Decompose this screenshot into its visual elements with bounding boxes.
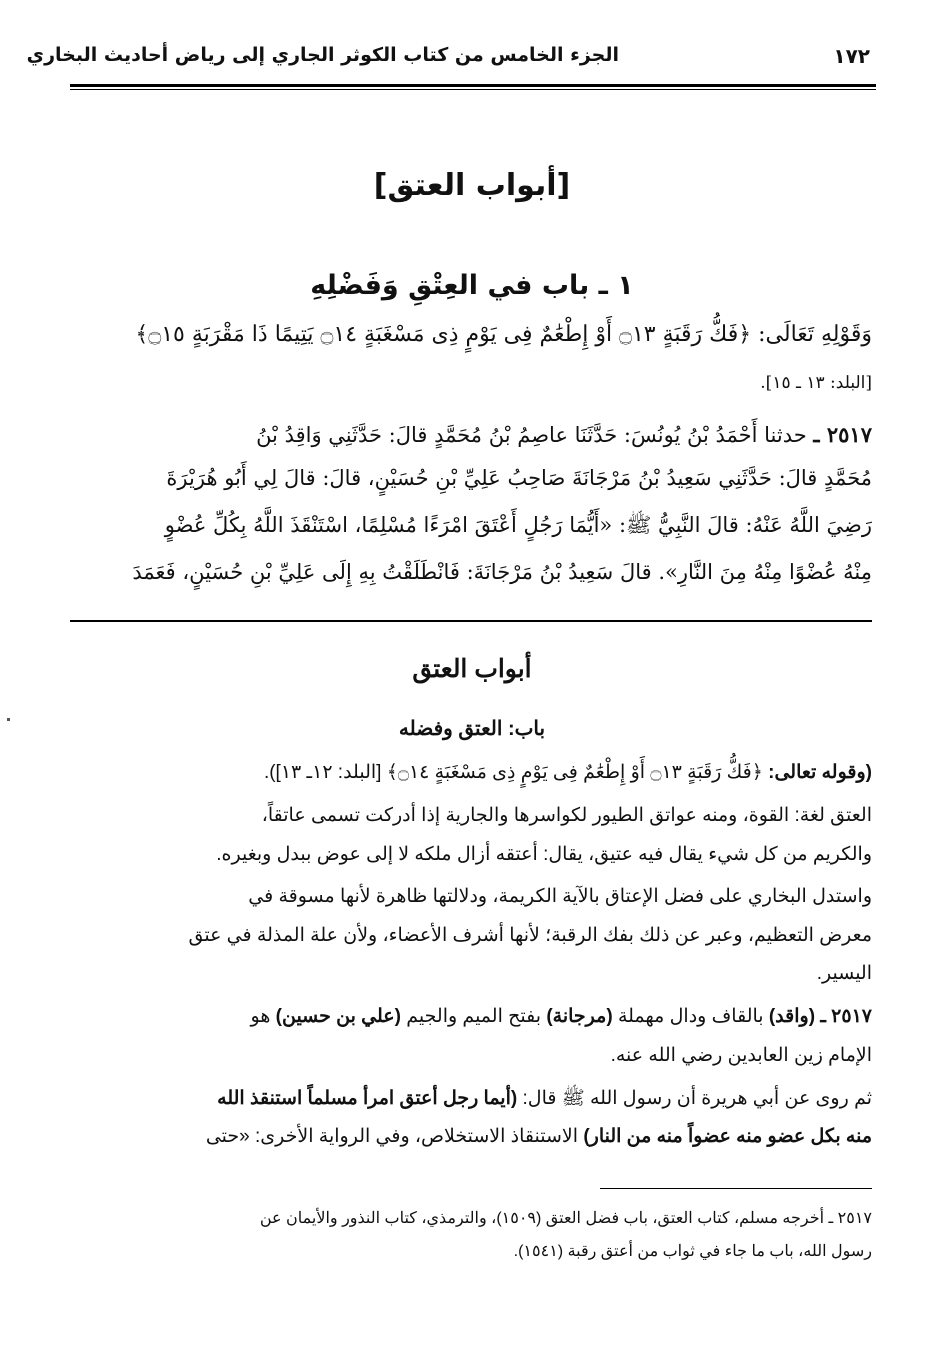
margin-speck	[7, 718, 10, 721]
hadith-number-ref: ٢٥١٧ ـ	[820, 1006, 872, 1027]
hadith-number: ٢٥١٧ ـ	[813, 422, 872, 447]
paragraph-1-line-1: العتق لغة: القوة، ومنه عواتق الطيور لكواسرها والجارية إذا أدركت تسمى عاتقاً،	[261, 805, 872, 826]
commentary-bab-title: باب: العتق وفضله	[398, 718, 546, 740]
footnote-rule	[600, 1188, 872, 1189]
paragraph-2-line-2: معرض التعظيم، وعبر عن ذلك بفك الرقبة؛ لأنها أشرف الأعضاء، ولأن علة المذلة في عتق	[188, 925, 872, 946]
text-waqid-explanation: بالقاف ودال مهملة	[617, 1006, 764, 1027]
term-marjana: (مرجانة)	[546, 1006, 613, 1027]
hadith-line-4: مِنْهُ عُضْوًا مِنْهُ مِنَ النَّارِ». قالَ سَعِيدُ بْنُ مَرْجَانَةَ: فَانْطَلَقْتُ بِهِ إِلَى عَلِيِّ بْنِ حُسَيْنٍ، فَعَمَدَ	[132, 560, 872, 584]
paragraph-4-line-1	[72, 1086, 872, 1114]
text-istinqadh: الاستنقاذ الاستخلاص، وفي الرواية الأخرى: «حتى	[205, 1126, 579, 1147]
matn-commentary-separator	[70, 620, 872, 622]
paragraph-4-line-2	[72, 1125, 872, 1148]
header-rule-thin	[70, 89, 876, 90]
commentary-title: أبواب العتق	[412, 655, 532, 683]
footnote-line-2: رسول الله، باب ما جاء في ثواب من أعتق رقبة (١٥٤١).	[513, 1243, 872, 1260]
quran-verse: وَقَوْلِهِ تَعَالَى: ﴿فَكُّ رَقَبَةٍ ۝١٣ أَوْ إِطْعَٰمٌ فِى يَوْمٍ ذِى مَسْغَبَةٍ ۝١٤ يَتِيمًا ذَا مَقْرَبَةٍ ۝١٥﴾	[135, 322, 872, 347]
hadith-line-3: رَضِيَ اللَّهُ عَنْهُ: قالَ النَّبِيُّ ﷺ: «أَيُّمَا رَجُلٍ أَعْتَقَ امْرَءًا مُسْلِمًا، اسْتَنْقَذَ اللَّهُ بِكُلِّ عُضْوٍ	[164, 513, 872, 537]
text-marjana-explanation: بفتح الميم والجيم	[406, 1006, 542, 1027]
term-ali-bin-husayn: (علي بن حسين)	[275, 1006, 401, 1027]
hadith-text: حدثنا أَحْمَدُ بْنُ يُونُسَ: حَدَّثَنَا عاصِمُ بْنُ مُحَمَّدٍ قالَ: حَدَّثَنِي وَاقِدُ بْنُ	[256, 423, 807, 447]
paragraph-2-line-3: اليسير.	[816, 963, 872, 984]
hadith-line-2: مُحَمَّدٍ قالَ: حَدَّثَنِي سَعِيدُ بْنُ مَرْجَانَةَ صَاحِبُ عَلِيِّ بْنِ حُسَيْنٍ، قالَ: قالَ لِي أَبُو هُرَيْرَةَ	[166, 466, 872, 490]
hadith-line-1	[72, 422, 872, 447]
verse-text: ﴿فَكُّ رَقَبَةٍ ۝١٣ أَوْ إِطْعَٰمٌ فِى يَوْمٍ ذِى مَسْغَبَةٍ ۝١٤﴾ [البلد: ١٢ـ ١٣]).	[263, 762, 763, 783]
paragraph-1-line-2: والكريم من كل شيء يقال فيه عتيق، يقال: أعتقه أزال ملكه لا إلى عوض ببدل وبغيره.	[216, 844, 872, 865]
section-title: [أبواب العتق]	[373, 168, 571, 203]
term-waqid: (واقد)	[768, 1006, 816, 1027]
text-narration-intro: ثم روى عن أبي هريرة أن رسول الله ﷺ قال:	[522, 1088, 872, 1109]
text-huwa: هو	[250, 1006, 271, 1027]
verse-intro: (وقوله تعالى:	[768, 762, 872, 783]
running-header-title: الجزء الخامس من كتاب الكوثر الجاري إلى رياض أحاديث البخاري	[26, 44, 619, 66]
paragraph-3-line-2: الإمام زين العابدين رضي الله عنه.	[610, 1045, 872, 1066]
paragraph-2-line-1: واستدل البخاري على فضل الإعتاق بالآية الكريمة، ودلالتها ظاهرة لأنها مسوقة في	[248, 886, 872, 907]
quoted-hadith-part-1: (أيما رجل أعتق امرأ مسلماً استنقذ الله	[217, 1088, 518, 1109]
verse-reference: [البلد: ١٣ ـ ١٥].	[760, 373, 872, 393]
footnote-line-1: ٢٥١٧ ـ أخرجه مسلم، كتاب العتق، باب فضل العتق (١٥٠٩)، والترمذي، كتاب النذور والأيمان عن	[259, 1210, 872, 1227]
commentary-verse-line	[72, 761, 872, 784]
page-number: ١٧٢	[833, 44, 870, 68]
chapter-title: ١ ـ باب في العِتْقِ وَفَضْلِهِ	[310, 270, 634, 301]
quoted-hadith-part-2: منه بكل عضو منه عضواً منه من النار)	[583, 1126, 872, 1147]
paragraph-3-line-1	[72, 1005, 872, 1028]
header-rule	[70, 84, 876, 87]
